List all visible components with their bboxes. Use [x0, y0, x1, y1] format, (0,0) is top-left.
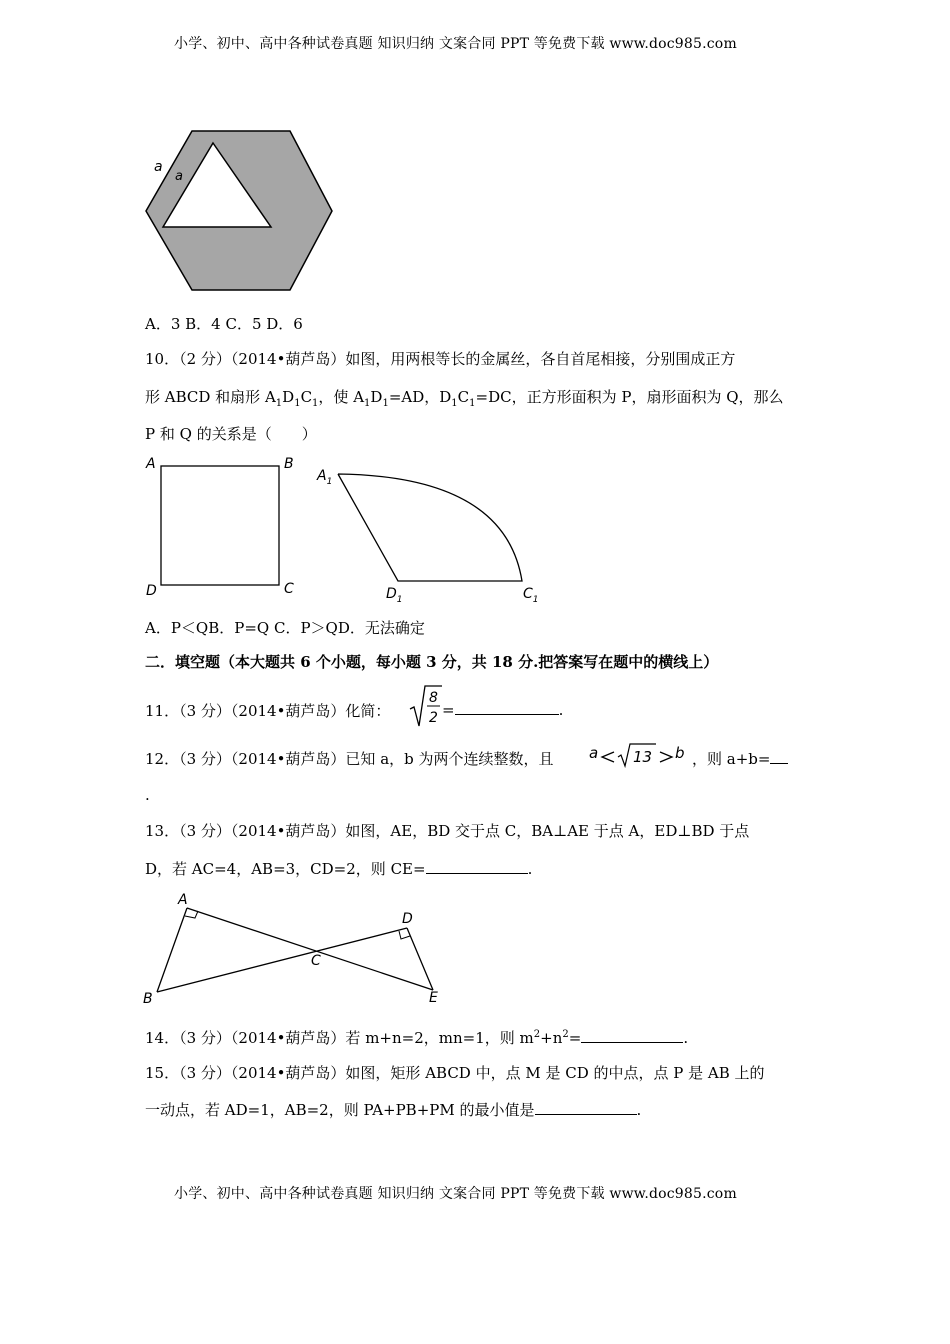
label-A1: $A_1$	[317, 468, 333, 487]
label-E: E	[429, 990, 438, 1006]
q15-line2: 一动点，若 AD=1，AB=2，则 PA+PB+PM 的最小值是 .	[145, 1101, 642, 1119]
label-C: C	[311, 953, 321, 969]
label-A: A	[178, 892, 188, 908]
q10-line3: P 和 Q 的关系是（ ）	[145, 425, 317, 443]
section2-title: 二．填空题（本大题共 6 个小题，每小题 3 分，共 18 分.把答案写在题中的横线上）	[145, 653, 719, 671]
q13-line2: D，若 AC=4，AB=3，CD=2，则 CE= .	[145, 860, 533, 878]
fraction-denominator: 2	[429, 710, 438, 726]
label-C: C	[284, 581, 294, 597]
q10-line1: 10．（2 分）（2014•葫芦岛）如图，用两根等长的金属丝，各自首尾相接，分别围成正方	[145, 350, 736, 368]
q12-text: 12．（3 分）（2014•葫芦岛）已知 a，b 为两个连续整数，且	[145, 750, 554, 768]
page-footer: 小学、初中、高中各种试卷真题 知识归纳 文案合同 PPT 等免费下载 www.doc985.com	[174, 1186, 737, 1202]
q11-answer: = .	[442, 701, 564, 719]
label-D: D	[402, 911, 413, 927]
label-D1: $D_1$	[386, 586, 403, 605]
q9-options: A．3 B．4 C．5 D．6	[145, 315, 303, 333]
svg-text:13: 13	[633, 748, 653, 766]
sqrt-fraction	[408, 684, 444, 730]
label-outer-a: a	[154, 159, 163, 175]
q12-answer: ，则 a+b=	[692, 748, 788, 769]
page-header: 小学、初中、高中各种试卷真题 知识归纳 文案合同 PPT 等免费下载 www.doc985.com	[174, 36, 737, 52]
label-B: B	[284, 456, 294, 472]
q11-text: 11．（3 分）（2014•葫芦岛）化简：	[145, 702, 391, 720]
crossing-triangles-figure	[140, 888, 450, 1010]
q13-line1: 13．（3 分）（2014•葫芦岛）如图，AE，BD 交于点 C，BA⊥AE 于点 A，ED⊥BD 于点	[145, 822, 750, 840]
label-C1: $C_1$	[523, 586, 539, 605]
svg-text:b: b	[675, 744, 685, 762]
q12-end: .	[145, 786, 150, 804]
fraction-numerator: 8	[429, 690, 438, 706]
inequality-expression	[588, 740, 690, 768]
label-D: D	[146, 583, 157, 599]
label-B: B	[143, 991, 153, 1007]
hexagon-triangle-figure	[140, 128, 340, 293]
q15-line1: 15．（3 分）（2014•葫芦岛）如图，矩形 ABCD 中，点 M 是 CD 的中点，点 P 是 AB 上的	[145, 1064, 765, 1082]
q10-options: A．P＜QB．P=Q C．P＞QD．无法确定	[145, 619, 425, 637]
label-inner-a: a	[175, 169, 183, 184]
square-sector-figure	[140, 450, 560, 608]
label-A: A	[146, 456, 156, 472]
q14-text: 14．（3 分）（2014•葫芦岛）若 m+n=2，mn=1，则 $m^2+n^2=$ .	[145, 1029, 689, 1047]
q10-line2: 形 ABCD 和扇形 $A_1D_1C_1$，使 $A_1D_1=AD$，$D_1C_1=DC$，正方形面积为 P，扇形面积为 Q，那么	[145, 388, 784, 409]
svg-text:a: a	[589, 744, 599, 762]
